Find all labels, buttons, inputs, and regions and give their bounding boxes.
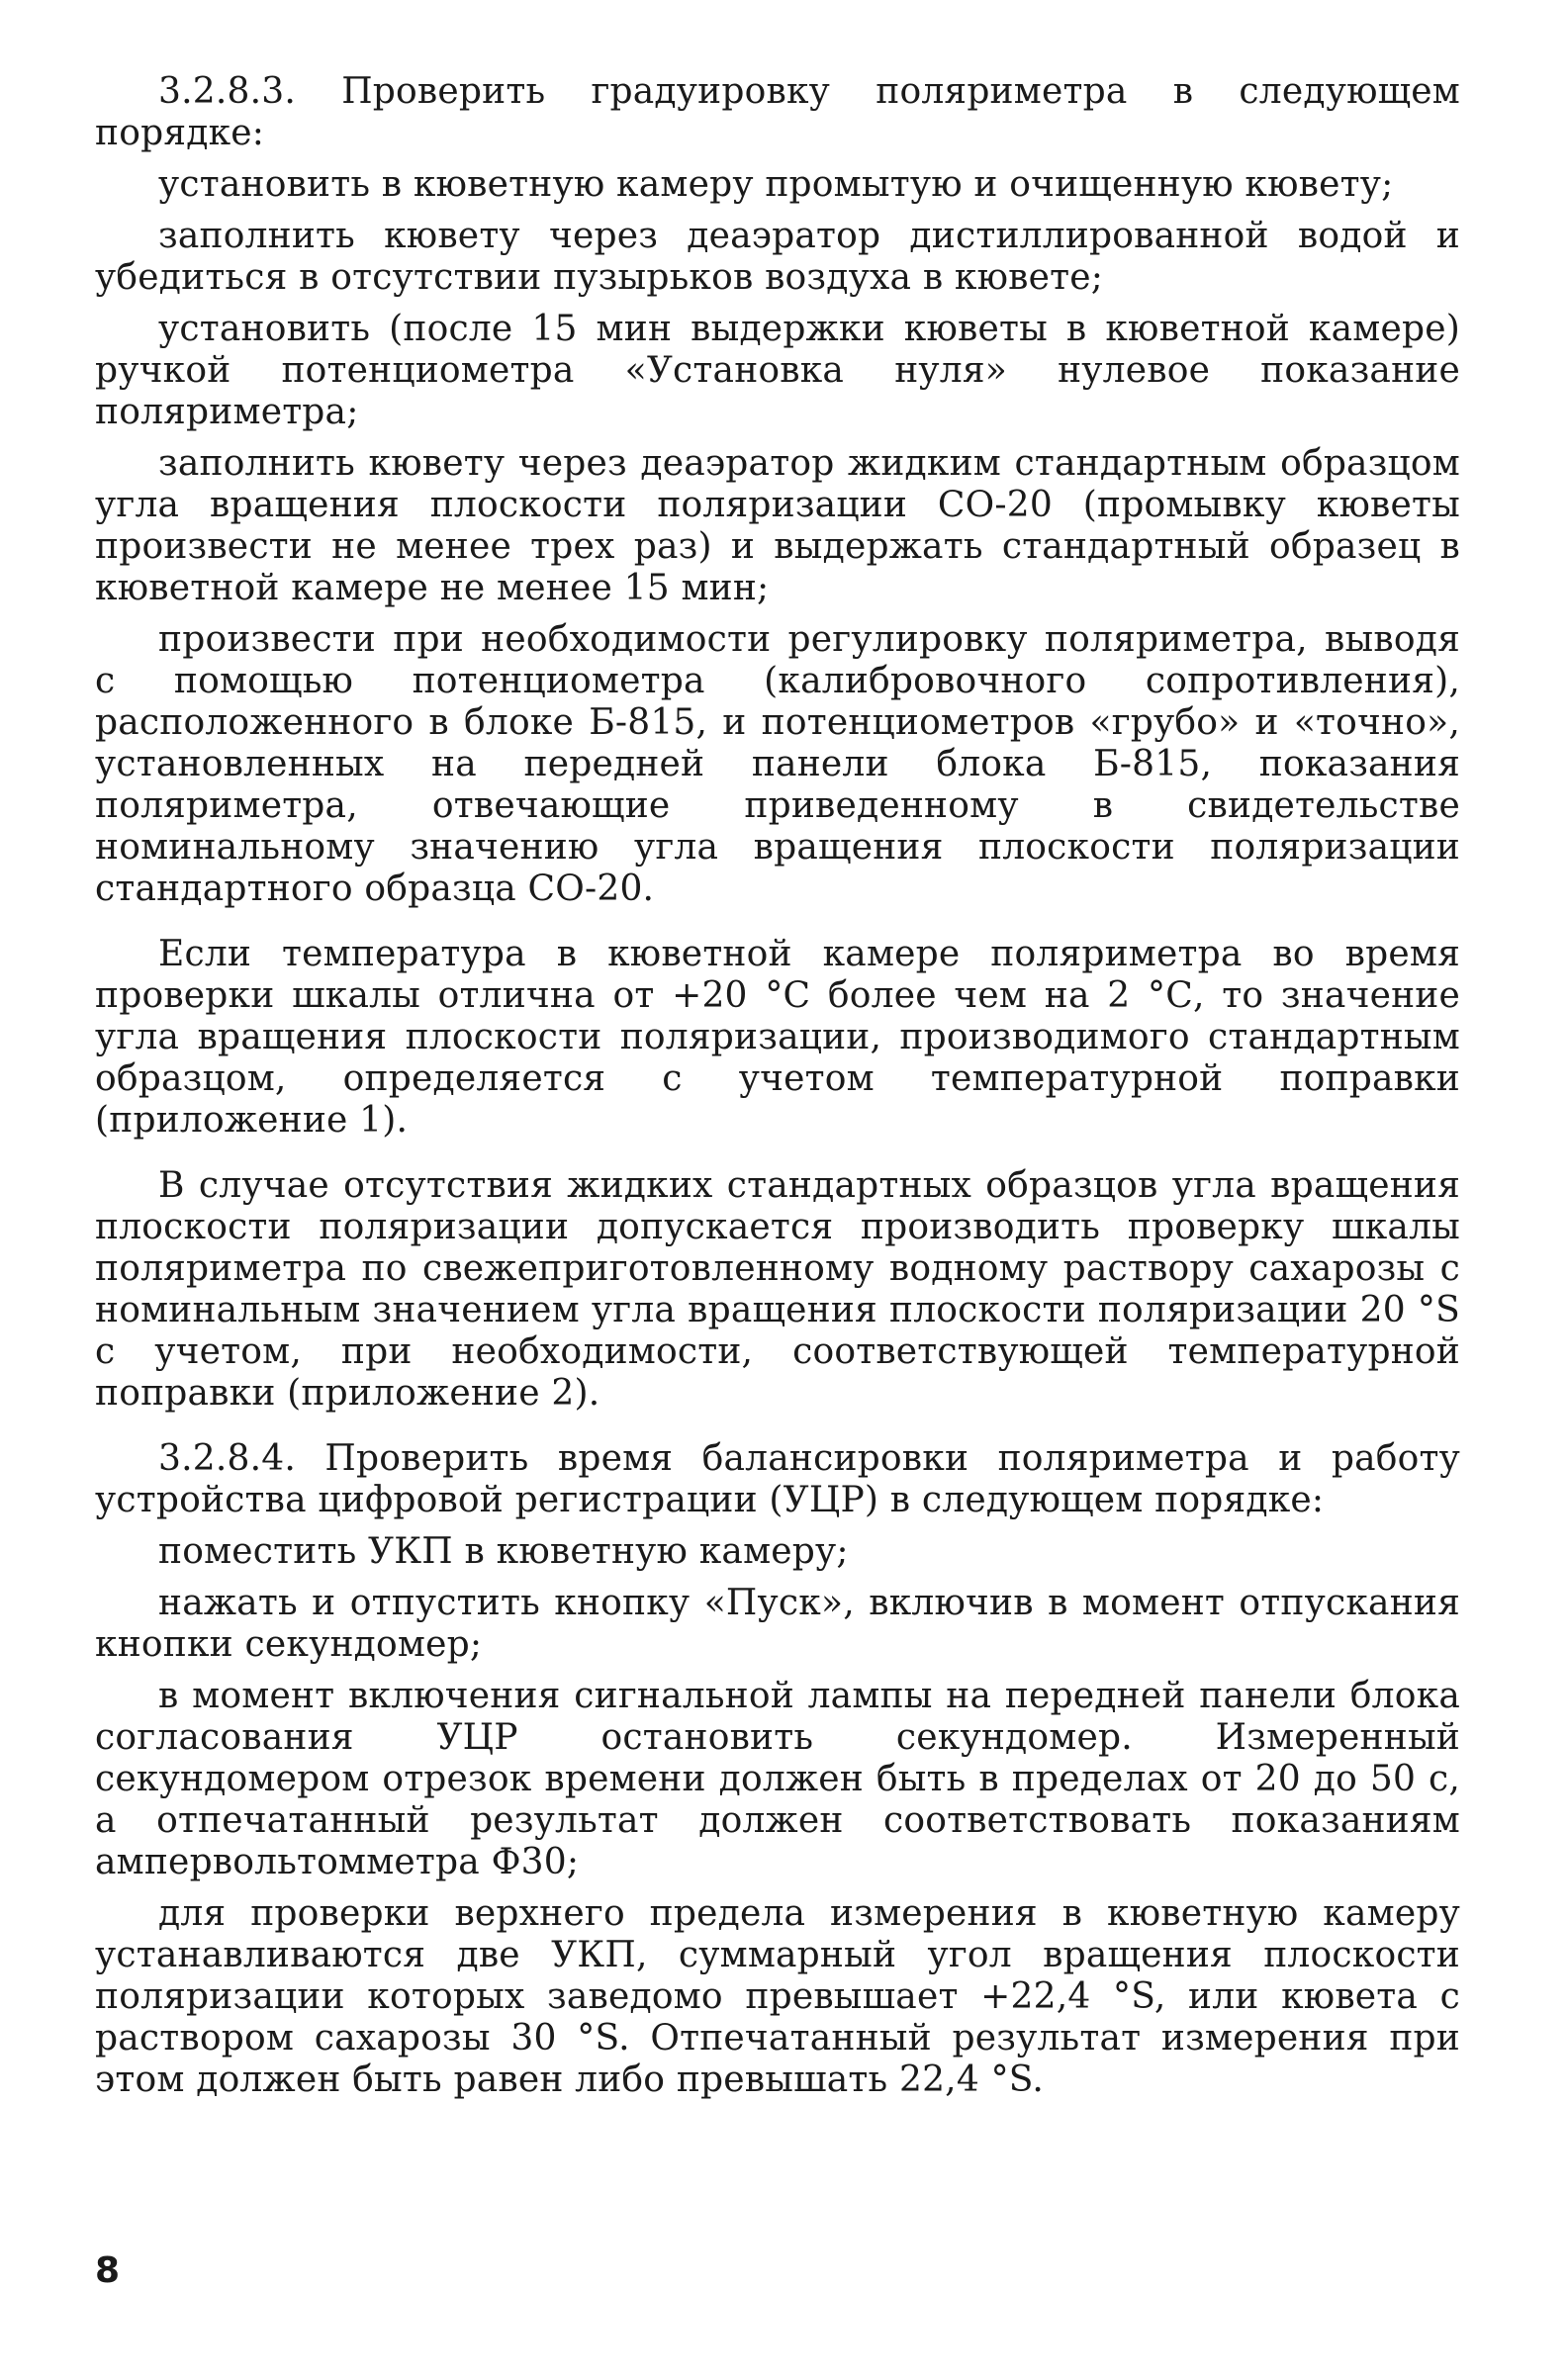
page-number: 8 [95, 2250, 121, 2291]
paragraph: заполнить кювету через деаэратор дистиллированной водой и убедиться в отсутствии пузырьков воздуха в кювете; [95, 216, 1460, 298]
paragraph: установить (после 15 мин выдержки кюветы в кюветной камере) ручкой потенциометра «Установка нуля» нулевое показание поляриметра; [95, 309, 1460, 432]
paragraph: произвести при необходимости регулировку поляриметра, выводя с помощью потенциометра (калибровочного сопротивления), расположенного в блоке Б-815, и потенциометров «грубо» и «точно», установленных на передней панели блока Б-815, показания поляриметра, отвечающие приведенному в свидетельстве номинальному значению угла вращения плоскости поляризации стандартного образца СО-20. [95, 619, 1460, 909]
body-text [95, 71, 1460, 2101]
section-heading-3-2-8-4: 3.2.8.4. Проверить время балансировки поляриметра и работу устройства цифровой регистрации (УЦР) в следующем порядке: [95, 1438, 1460, 1520]
paragraph: нажать и отпустить кнопку «Пуск», включив в момент отпускания кнопки секундомер; [95, 1583, 1460, 1665]
paragraph: для проверки верхнего предела измерения в кюветную камеру устанавливаются две УКП, суммарный угол вращения плоскости поляризации которых заведомо превышает +22,4 °S, или кювета с раствором сахарозы 30 °S. Отпечатанный результат измерения при этом должен быть равен либо превышать 22,4 °S. [95, 1893, 1460, 2100]
paragraph: В случае отсутствия жидких стандартных образцов угла вращения плоскости поляризации допускается производить проверку шкалы поляриметра по свежеприготовленному водному раствору сахарозы с номинальным значением угла вращения плоскости поляризации 20 °S с учетом, при необходимости, соответствующей температурной поправки (приложение 2). [95, 1165, 1460, 1414]
document-page [95, 71, 1460, 2346]
section-heading-3-2-8-3: 3.2.8.3. Проверить градуировку поляриметра в следующем порядке: [95, 71, 1460, 153]
paragraph: Если температура в кюветной камере поляриметра во время проверки шкалы отлична от +20 °С более чем на 2 °С, то значение угла вращения плоскости поляризации, производимого стандартным образцом, определяется с учетом температурной поправки (приложение 1). [95, 934, 1460, 1141]
paragraph: поместить УКП в кюветную камеру; [158, 1531, 849, 1572]
paragraph: установить в кюветную камеру промытую и очищенную кювету; [158, 164, 1394, 205]
paragraph: заполнить кювету через деаэратор жидким стандартным образцом угла вращения плоскости поляризации СО-20 (промывку кюветы произвести не менее трех раз) и выдержать стандартный образец в кюветной камере не менее 15 мин; [95, 443, 1460, 608]
paragraph: в момент включения сигнальной лампы на передней панели блока согласования УЦР остановить секундомер. Измеренный секундомером отрезок времени должен быть в пределах от 20 до 50 с, а отпечатанный результат должен соответствовать показаниям ампервольтомметра Ф30; [95, 1676, 1460, 1882]
